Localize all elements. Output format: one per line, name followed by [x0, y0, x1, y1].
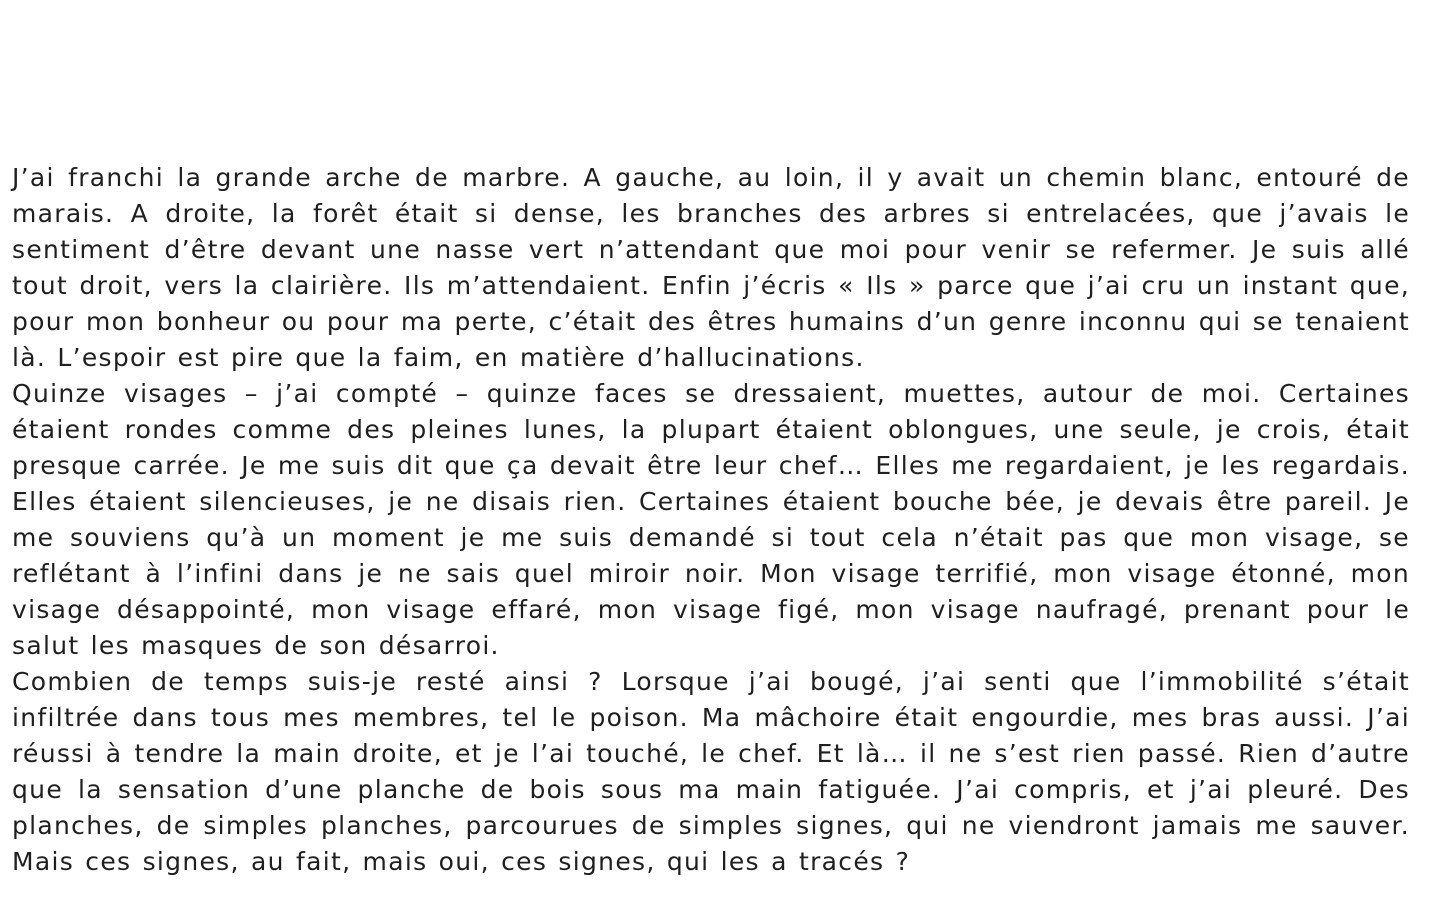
text-body — [12, 160, 1410, 880]
paragraph-combien: Combien de temps suis-je resté ainsi ? Lorsque j’ai bougé, j’ai senti que l’immobilité s’était infiltrée dans tous mes membres, tel le poison. Ma mâchoire était engourdie, mes bras aussi. J’ai réussi à tendre la main droite, et je l’ai touché, le chef. Et là… il ne s’est rien passé. Rien d’autre que la sensation d’une planche de bois sous ma main fatiguée. J’ai compris, et j’ai pleuré. Des planches, de simples planches, parcourues de simples signes, qui ne viendront jamais me sauver. Mais ces signes, au fait, mais oui, ces signes, qui les a tracés ? — [12, 667, 1410, 876]
paragraph-visages: Quinze visages – j’ai compté – quinze faces se dressaient, muettes, autour de moi. Certaines étaient rondes comme des pleines lunes, la plupart étaient oblongues, une seule, je crois, était presque carrée. Je me suis dit que ça devait être leur chef… Elles me regardaient, je les regardais. Elles étaient silencieuses, je ne disais rien. Certaines étaient bouche bée, je devais être pareil. Je me souviens qu’à un moment je me suis demandé si tout cela n’était pas que mon visage, se reflétant à l’infini dans je ne sais quel miroir noir. Mon visage terrifié, mon visage étonné, mon visage désappointé, mon visage effaré, mon visage figé, mon visage naufragé, prenant pour le salut les masques de son désarroi. — [12, 379, 1410, 660]
paragraph-arche: J’ai franchi la grande arche de marbre. A gauche, au loin, il y avait un chemin blanc, entouré de marais. A droite, la forêt était si dense, les branches des arbres si entrelacées, que j’avais le sentiment d’être devant une nasse vert n’attendant que moi pour venir se refermer. Je suis allé tout droit, vers la clairière. Ils m’attendaient. Enfin j’écris « Ils » parce que j’ai cru un instant que, pour mon bonheur ou pour ma perte, c’était des êtres humains d’un genre inconnu qui se tenaient là. L’espoir est pire que la faim, en matière d’hallucinations. — [12, 163, 1410, 372]
